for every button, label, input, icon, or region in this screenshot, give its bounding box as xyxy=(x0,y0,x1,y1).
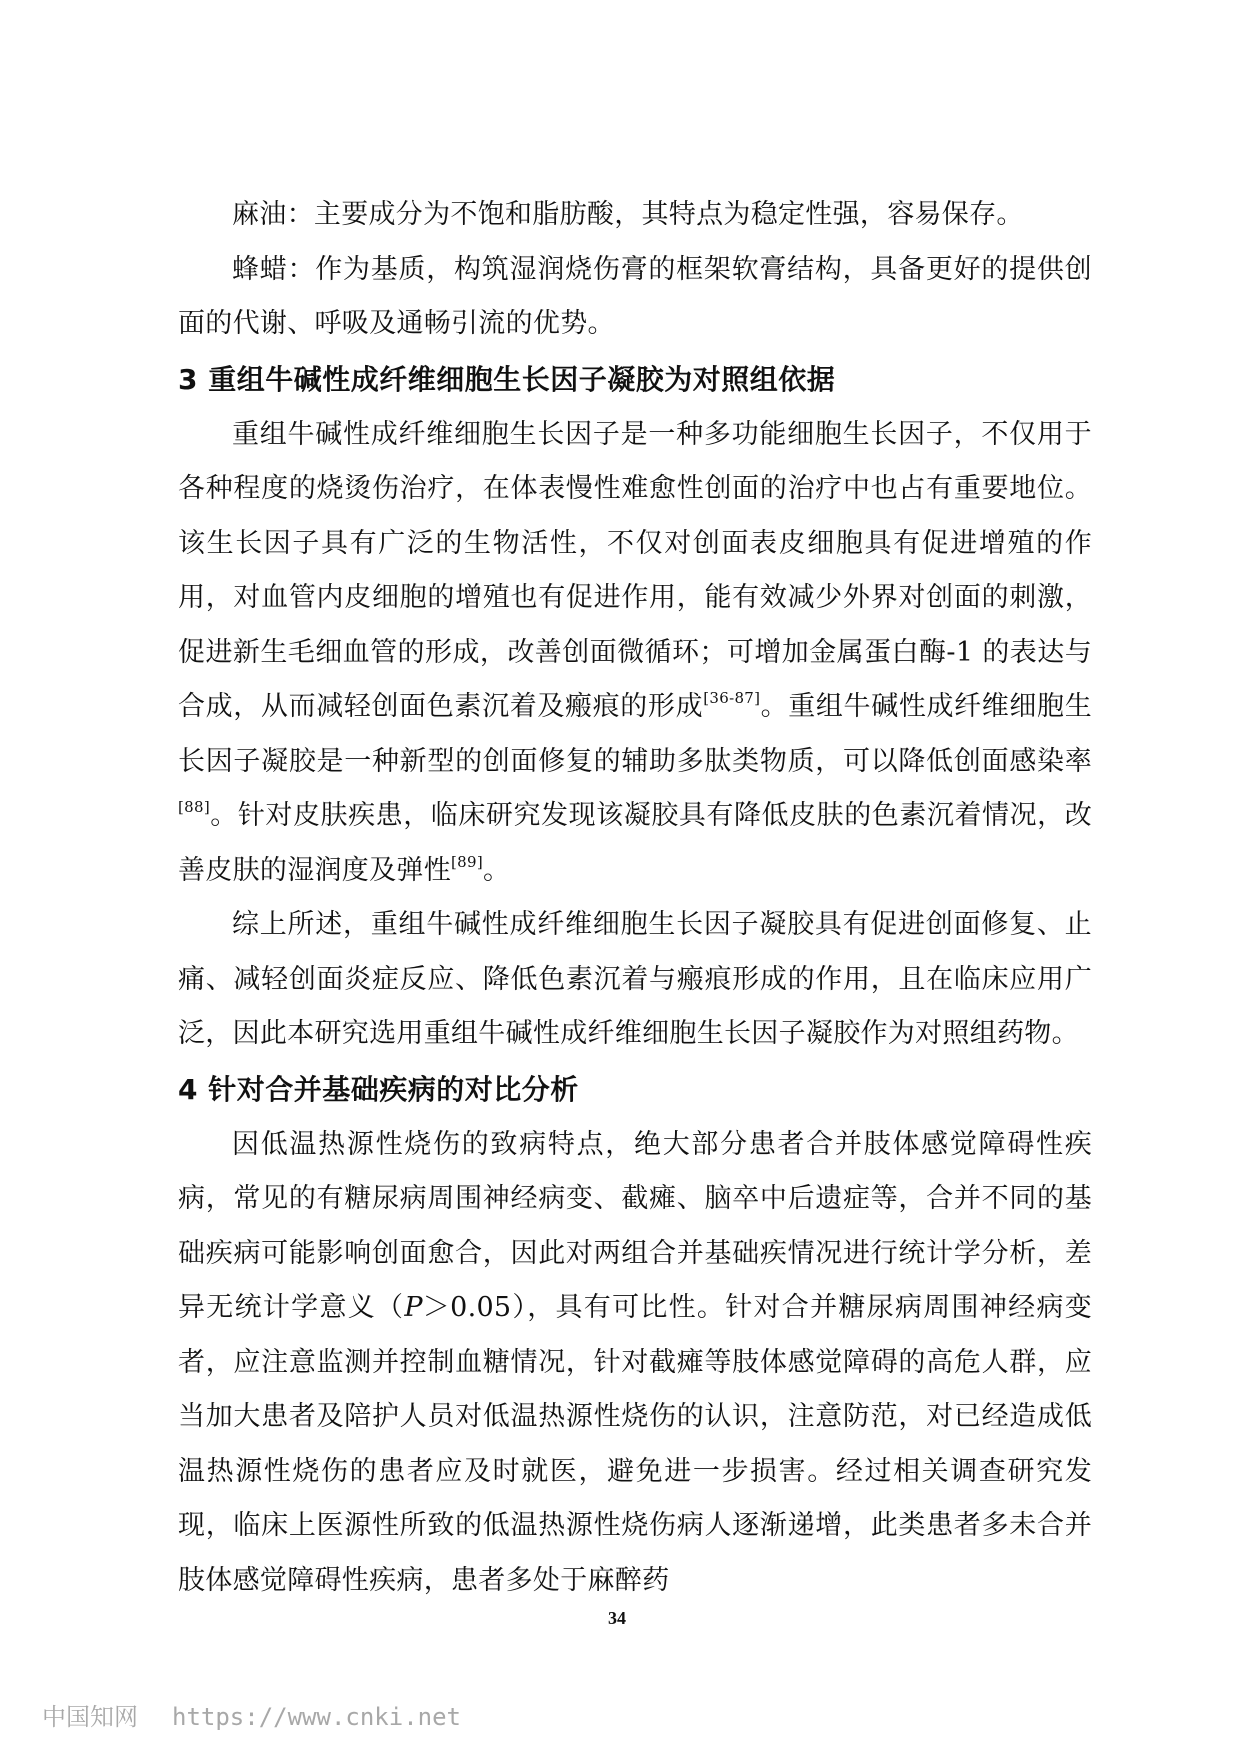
paragraph-text: 因低温热源性烧伤的致病特点，绝大部分患者合并肢体感觉障碍性疾病，常见的有糖尿病周围神经病变、截瘫、脑卒中后遗症等，合并不同的基础疾病可能影响创面愈合，因此对两组合并基础疾情况进行统计学分析，差异无统计学意义（ xyxy=(178,1128,1092,1323)
paragraph-comorbidity xyxy=(178,1118,1092,1609)
paragraph-beeswax: 蜂蜡：作为基质，构筑湿润烧伤膏的框架软膏结构，具备更好的提供创面的代谢、呼吸及通畅引流的优势。 xyxy=(178,253,1092,339)
section-heading-3: 3 重组牛碱性成纤维细胞生长因子凝胶为对照组依据 xyxy=(178,362,836,396)
paragraph-text: 。 xyxy=(483,854,511,886)
section-heading-4: 4 针对合并基础疾病的对比分析 xyxy=(178,1072,579,1106)
page-content xyxy=(178,188,1092,1608)
paragraph-text: 重组牛碱性成纤维细胞生长因子是一种多功能细胞生长因子，不仅用于各种程度的烧烫伤治疗，在体表慢性难愈性创面的治疗中也占有重要地位。该生长因子具有广泛的生物活性，不仅对创面表皮细胞具有促进增殖的作用，对血管内皮细胞的增殖也有促进作用，能有效减少外界对创面的刺激，促进新生毛细血管的形成，改善创面微循环；可增加金属蛋白酶-1 的表达与合成，从而减轻创面色素沉着及瘢痕的形成 xyxy=(178,418,1092,722)
paragraph-summary: 综上所述，重组牛碱性成纤维细胞生长因子凝胶具有促进创面修复、止痛、减轻创面炎症反应、降低色素沉着与瘢痕形成的作用，且在临床应用广泛，因此本研究选用重组牛碱性成纤维细胞生长因子凝胶作为对照组药物。 xyxy=(178,909,1092,1049)
paragraph-sesame-oil: 麻油：主要成分为不饱和脂肪酸，其特点为稳定性强，容易保存。 xyxy=(232,199,1024,230)
cnki-watermark xyxy=(42,1697,461,1732)
watermark-brand: 中国知网 xyxy=(42,1703,138,1731)
p-value-symbol: P xyxy=(404,1292,423,1323)
citation-ref: [36-87] xyxy=(703,689,761,707)
paragraph-growth-factor xyxy=(178,408,1092,899)
citation-ref: [88] xyxy=(178,798,210,816)
paragraph-text: ＞0.05），具有可比性。针对合并糖尿病周围神经病变者，应注意监测并控制血糖情况，针对截瘫等肢体感觉障碍的高危人群，应当加大患者及陪护人员对低温热源性烧伤的认识，注意防范，对已经造成低温热源性烧伤的患者应及时就医，避免进一步损害。经过相关调查研究发现，临床上医源性所致的低温热源性烧伤病人逐渐递增，此类患者多未合并肢体感觉障碍性疾病，患者多处于麻醉药 xyxy=(178,1292,1092,1596)
paragraph-text: 。重组牛碱性成纤维细胞生长因子凝胶是一种新型的创面修复的辅助多肽类物质，可以降低创面感染率 xyxy=(178,691,1092,777)
citation-ref: [89] xyxy=(451,852,483,871)
watermark-url: https://www.cnki.net xyxy=(172,1703,461,1731)
page-number: 34 xyxy=(608,1608,626,1628)
paragraph-text: 。针对皮肤疾患，临床研究发现该凝胶具有降低皮肤的色素沉着情况，改善皮肤的湿润度及弹性 xyxy=(178,800,1092,886)
